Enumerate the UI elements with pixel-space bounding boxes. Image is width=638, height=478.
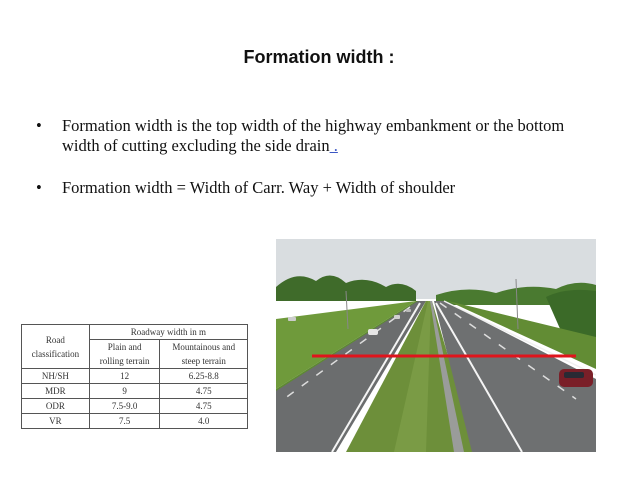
table-cell: 9 [89, 384, 160, 399]
bullet-text: Formation width = Width of Carr. Way + Width of shoulder [62, 178, 456, 197]
table-row [22, 414, 248, 429]
table-header-cell: Road classification [22, 325, 90, 369]
bullet-item [36, 178, 596, 198]
table-cell: NH/SH [22, 369, 90, 384]
bullet-icon: • [36, 178, 42, 197]
table-cell: VR [22, 414, 90, 429]
table-row [22, 384, 248, 399]
bullet-icon: • [36, 116, 42, 135]
roadway-width-table [21, 324, 248, 429]
table-cell: 4.0 [160, 414, 248, 429]
table-cell: 7.5-9.0 [89, 399, 160, 414]
bullet-text: Formation width is the top width of the highway embankment or the bottom width of cutting excluding the side drain [62, 116, 565, 155]
table-cell: 12 [89, 369, 160, 384]
table-header-cell: Plain and rolling terrain [89, 340, 160, 369]
table-cell: 4.75 [160, 384, 248, 399]
highway-photo [276, 239, 596, 452]
table-header-cell: Roadway width in m [89, 325, 247, 340]
bullet-list [36, 116, 596, 198]
table-row [22, 399, 248, 414]
table-cell: 4.75 [160, 399, 248, 414]
inline-link[interactable]: . [329, 136, 338, 155]
table-row [22, 369, 248, 384]
table-cell: 7.5 [89, 414, 160, 429]
table-cell: MDR [22, 384, 90, 399]
table-cell: ODR [22, 399, 90, 414]
table-header-cell: Mountainous and steep terrain [160, 340, 248, 369]
highway-photo-drawing [276, 239, 596, 452]
bullet-item [36, 116, 596, 156]
slide-title: Formation width : [243, 47, 395, 67]
table-cell: 6.25-8.8 [160, 369, 248, 384]
